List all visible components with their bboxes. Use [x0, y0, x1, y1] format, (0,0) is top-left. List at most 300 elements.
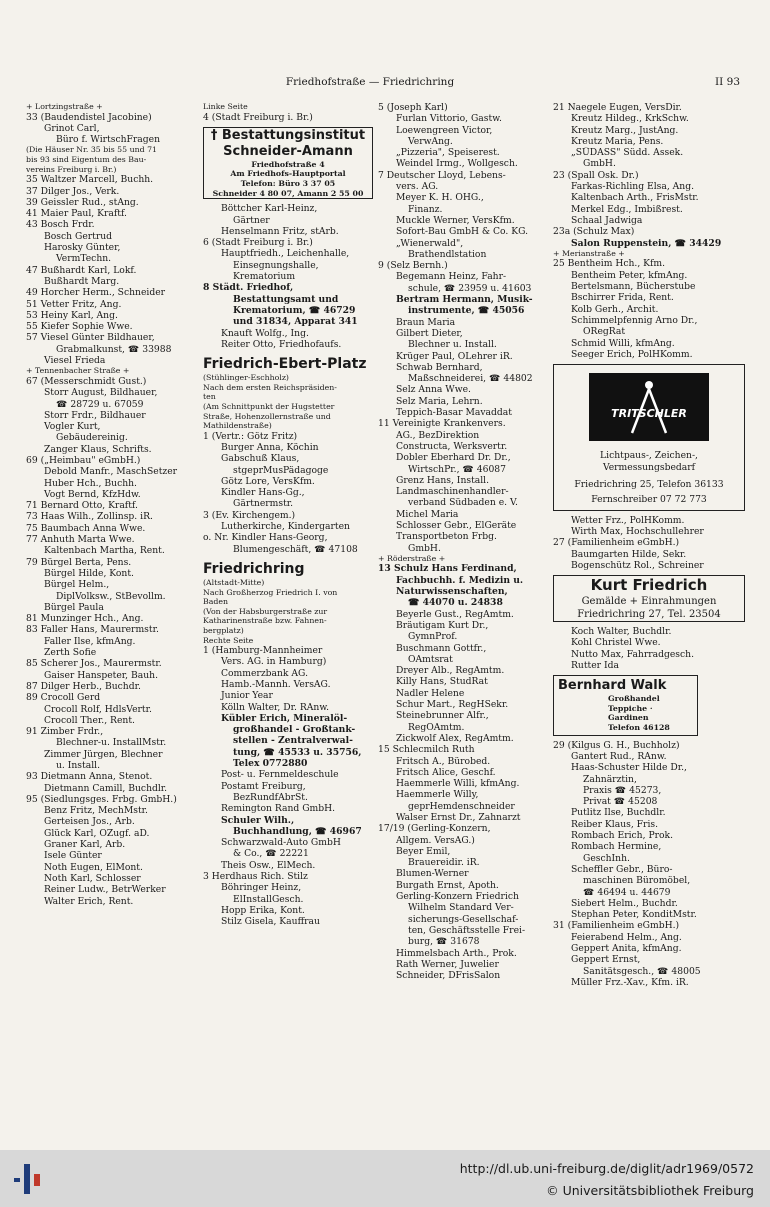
directory-entry: Remington Rand GmbH.	[221, 803, 336, 815]
directory-entry: 95 (Siedlungsges. Frbg. GmbH.)	[26, 793, 177, 805]
directory-entry: Blechner u. Install.	[408, 339, 497, 351]
directory-entry: Teppich-Basar Mavaddat	[396, 407, 512, 419]
ad-line: Vermessungsbedarf	[602, 461, 696, 473]
directory-entry: Geppert Ernst,	[571, 954, 641, 966]
directory-entry: Schuler Wilh.,	[221, 814, 295, 826]
directory-entry: Viesel Frieda	[44, 355, 106, 367]
directory-entry: „Pizzeria", Speiserest.	[396, 147, 500, 159]
directory-entry: Huber Hch., Buchh.	[44, 477, 137, 489]
directory-entry: ten	[203, 392, 216, 402]
directory-entry: Gerling-Konzern Friedrich	[396, 891, 519, 903]
directory-entry: und 31834, Apparat 341	[233, 316, 358, 328]
directory-entry: Vogt Bernd, KfzHdw.	[44, 488, 141, 500]
directory-entry: Zerth Sofie	[44, 647, 97, 659]
directory-entry: burg, ☎ 31678	[408, 936, 480, 948]
directory-entry: Selz Anna Wwe.	[396, 384, 471, 396]
directory-entry: Zahnärztin,	[583, 773, 637, 785]
directory-entry: großhandel - Großtank-	[233, 724, 356, 736]
directory-entry: + Tennenbacher Straße +	[26, 366, 130, 376]
directory-entry: 5 (Joseph Karl)	[378, 102, 448, 113]
directory-entry: Katharinenstraße bzw. Fahnen-	[203, 616, 327, 626]
directory-entry: ten, Geschäftsstelle Frei-	[408, 924, 526, 936]
directory-entry: Blumen-Werner	[396, 868, 469, 880]
page-header	[0, 76, 770, 92]
directory-entry: Fritsch A., Bürobed.	[396, 755, 491, 767]
directory-entry: Kreutz Hildeg., KrkSchw.	[571, 113, 689, 125]
section-heading-ebert-platz: Friedrich-Ebert-Platz	[203, 356, 367, 373]
directory-entry: Böttcher Karl-Heinz,	[221, 203, 318, 215]
directory-entry: Burgath Ernst, Apoth.	[396, 879, 499, 891]
directory-entry: sicherungs-Gesellschaf-	[408, 913, 519, 925]
directory-entry: bis 93 sind Eigentum des Bau-	[26, 155, 147, 165]
directory-entry: u. Install.	[56, 760, 100, 771]
column-3	[378, 102, 546, 981]
directory-entry: Weindel Irmg., Wollgesch.	[396, 158, 518, 170]
directory-entry: 87 Dilger Herb., Buchdr.	[26, 680, 141, 692]
directory-entry: Praxis ☎ 45273,	[583, 784, 662, 796]
directory-entry: Kreutz Maria, Pens.	[571, 135, 664, 147]
directory-entry: Finanz.	[408, 203, 443, 215]
directory-entry: 81 Munzinger Hch., Ang.	[26, 613, 144, 625]
directory-entry: Commerzbank AG.	[221, 667, 308, 679]
directory-entry: 11 Vereinigte Krankenvers.	[378, 418, 506, 430]
directory-entry: Bertelsmann, Bücherstube	[571, 281, 696, 293]
directory-entry: Bestattungsamt und	[233, 293, 339, 305]
library-logo-icon	[12, 1160, 46, 1198]
ad-line: Am Friedhofs-Hauptportal	[230, 169, 346, 179]
directory-entry: 15 Schlecmilch Ruth	[378, 744, 475, 756]
entries-col2-ring	[203, 578, 373, 928]
directory-entry: Michel Maria	[396, 508, 459, 520]
directory-entry: Wetter Frz., PolHKomm.	[571, 514, 685, 526]
directory-entry: 39 Geissler Rud., stAng.	[26, 196, 139, 208]
directory-entry: Seeger Erich, PolHKomm.	[571, 348, 693, 360]
directory-entry: 83 Faller Hans, Maurermstr.	[26, 624, 159, 636]
tritschler-logo-icon	[574, 371, 724, 443]
column-2	[203, 102, 373, 928]
directory-entry: Brathendlstation	[408, 248, 487, 260]
directory-entry: Kübler Erich, Mineralöl-	[221, 712, 348, 724]
directory-entry: Hauptfriedh., Leichenhalle,	[221, 248, 350, 260]
directory-entry: Stilz Gisela, Kauffrau	[221, 916, 320, 928]
directory-entry: 85 Scherer Jos., Maurermstr.	[26, 658, 162, 670]
directory-entry: 35 Waltzer Marcell, Buchh.	[26, 174, 154, 186]
directory-entry: Grenz Hans, Install.	[396, 474, 490, 486]
directory-entry: Nutto Max, Fahrradgesch.	[571, 648, 695, 660]
directory-entry: 3 Herdhaus Rich. Stilz	[203, 871, 308, 883]
directory-entry: Bertram Hermann, Musik-	[396, 294, 533, 306]
directory-entry: Farkas-Richling Elsa, Ang.	[571, 181, 695, 193]
directory-entry: Blechner-u. InstallMstr.	[56, 737, 167, 749]
directory-entry: „Wienerwald",	[396, 237, 464, 249]
directory-entry: Noth Eugen, ElMont.	[44, 861, 143, 873]
directory-entry: 9 (Selz Bernh.)	[378, 260, 448, 272]
footer-url-link[interactable]: http://dl.ub.uni-freiburg.de/diglit/adr1969/0572	[459, 1161, 754, 1176]
directory-entry: Fachbuchh. f. Medizin u.	[396, 574, 524, 586]
directory-entry: Reiner Ludw., BetrWerker	[44, 884, 166, 896]
directory-entry: stgeprMusPädagoge	[233, 464, 329, 476]
directory-entry: tung, ☎ 45533 u. 35756,	[233, 746, 362, 758]
directory-entry: Buschmann Gottfr.,	[396, 642, 487, 654]
directory-entry: Nach dem ersten Reichspräsiden-	[203, 382, 337, 392]
directory-entry: Telex 0772880	[233, 758, 308, 770]
directory-entry: RegOAmtm.	[408, 721, 465, 733]
directory-entry: Böhringer Heinz,	[221, 882, 302, 894]
directory-entry: Zanger Klaus, Schrifts.	[44, 443, 152, 455]
ad-tritschler	[553, 364, 745, 510]
ad-line: Friedrichring 27, Tel. 23504	[577, 609, 721, 621]
directory-entry: Faller Ilse, kfmAng.	[44, 635, 136, 647]
ad-line: Lichtpaus-, Zeichen-,	[600, 450, 698, 462]
directory-entry: Haas-Schuster Hilde Dr.,	[571, 762, 687, 774]
directory-entry: Burger Anna, Köchin	[221, 441, 319, 453]
directory-entry: DiplVolksw., StBevollm.	[56, 590, 166, 602]
directory-entry: 31 (Familienheim eGmbH.)	[553, 920, 680, 932]
directory-entry: Kindler Hans-Gg.,	[221, 487, 305, 499]
directory-entry: 73 Haas Wilh., Zollinsp. iR.	[26, 511, 153, 523]
directory-entry: Grabmalkunst, ☎ 33988	[56, 343, 172, 355]
directory-entry: Feierabend Helm., Ang.	[571, 931, 682, 943]
directory-entry: Constructa, Werksvertr.	[396, 440, 508, 452]
directory-entry: Krematorium	[233, 271, 296, 283]
directory-entry: Noth Karl, Schlosser	[44, 872, 141, 884]
directory-entry: (Stühlinger-Eschholz)	[203, 373, 289, 383]
directory-entry: Geppert Anita, kfmAng.	[571, 943, 682, 954]
directory-entry: Gebäudereinig.	[56, 432, 128, 444]
directory-entry: ☎ 46494 u. 44679	[583, 886, 671, 898]
directory-entry: Crocoll Ther., Rent.	[44, 714, 135, 726]
directory-entry: Rombach Erich, Prok.	[571, 830, 674, 842]
ad-bestattungsinstitut	[203, 127, 373, 199]
directory-entry: 89 Crocoll Gerd	[26, 692, 101, 704]
directory-entry: 57 Viesel Günter Bildhauer,	[26, 332, 155, 344]
directory-entry: Büro f. WirtschFragen	[56, 134, 160, 146]
directory-entry: 25 Bentheim Hch., Kfm.	[553, 258, 666, 270]
directory-entry: 67 (Messerschmidt Gust.)	[26, 375, 147, 387]
directory-entry: 29 (Kilgus G. H., Buchholz)	[553, 739, 680, 751]
directory-entry: geprHemdenschneider	[408, 800, 515, 812]
entries-col4-bottom	[553, 740, 745, 989]
directory-entry: Rutter Ida	[571, 659, 619, 671]
directory-entry: 77 Anhuth Marta Wwe.	[26, 534, 135, 546]
directory-entry: Landmaschinenhandler-	[396, 486, 509, 498]
directory-entry: Schwarzwald-Auto GmbH	[221, 837, 341, 849]
directory-entry: Storr Frdr., Bildhauer	[44, 409, 146, 421]
directory-entry: 17/19 (Gerling-Konzern,	[378, 823, 491, 835]
directory-entry: Sanitätsgesch., ☎ 48005	[583, 965, 701, 977]
directory-entry: Krüger Paul, OLehrer iR.	[396, 350, 513, 362]
directory-entry: Schaal Jadwiga	[571, 214, 643, 226]
directory-entry: Dreyer Alb., RegAmtm.	[396, 665, 505, 677]
directory-entry: Henselmann Fritz, stArb.	[221, 225, 339, 237]
directory-entry: 13 Schulz Hans Ferdinand,	[378, 563, 517, 575]
directory-entry: Muckle Werner, VersKfm.	[396, 214, 515, 226]
directory-entry: Knauft Wolfg., Ing.	[221, 327, 309, 339]
directory-entry: Sofort-Bau GmbH & Co. KG.	[396, 226, 529, 238]
ad-line: Gemälde + Einrahmungen	[581, 596, 717, 608]
directory-entry: & Co., ☎ 22221	[233, 848, 309, 860]
directory-entry: Wirth Max, Hochschullehrer	[571, 525, 704, 537]
entries-col4-mid2	[553, 626, 745, 671]
directory-entry: Bogenschütz Rol., Schreiner	[571, 559, 704, 571]
directory-entry: Isele Günter	[44, 850, 102, 862]
footer-bar	[0, 1150, 770, 1207]
directory-entry: 79 Bürgel Berta, Pens.	[26, 556, 132, 568]
directory-entry: 37 Dilger Jos., Verk.	[26, 185, 120, 197]
directory-entry: Benz Fritz, MechMstr.	[44, 805, 148, 817]
directory-entry: 3 (Ev. Kirchengem.)	[203, 509, 296, 521]
directory-entry: GymnProf.	[408, 631, 458, 643]
ad-title-line2: Schneider-Amann	[223, 143, 353, 159]
directory-entry: 23 (Spall Osk. Dr.)	[553, 169, 639, 181]
directory-entry: Maßschneiderei, ☎ 44802	[408, 373, 533, 385]
directory-entry: Bürgel Helm.,	[44, 579, 110, 591]
ad-line: Fernschreiber 07 72 773	[591, 494, 707, 506]
directory-entry: Selz Maria, Lehrn.	[396, 395, 483, 407]
directory-entry: AG., BezDirektion	[396, 429, 480, 441]
directory-entry: Braun Maria	[396, 316, 456, 328]
directory-entry: OAmtsrat	[408, 653, 453, 665]
directory-entry: Fritsch Alice, Geschf.	[396, 766, 496, 778]
column-4	[553, 102, 745, 988]
ad-line: Telefon 46128	[608, 723, 670, 733]
directory-entry: Blumengeschäft, ☎ 47108	[233, 543, 358, 555]
directory-entry: Privat ☎ 45208	[583, 796, 658, 808]
directory-entry: Loewengreen Victor,	[396, 124, 493, 136]
directory-entry: Rechte Seite	[203, 635, 254, 645]
directory-entry: + Röderstraße +	[378, 553, 446, 563]
directory-entry: Harosky Günter,	[44, 242, 121, 254]
ad-kurt-friedrich	[553, 575, 745, 622]
directory-entry: VermTechn.	[56, 253, 112, 265]
ad-line: Teppiche · Gardinen	[608, 703, 653, 723]
directory-entry: Nach Großherzog Friedrich I. von	[203, 587, 338, 597]
directory-entry: 7 Deutscher Lloyd, Lebens-	[378, 169, 506, 181]
directory-entry: Transportbeton Frbg.	[396, 531, 497, 543]
directory-entry: Lutherkirche, Kindergarten	[221, 521, 350, 533]
directory-entry: Schur Mart., RegHSekr.	[396, 699, 509, 711]
directory-entry: Wilhelm Standard Ver-	[408, 902, 514, 914]
directory-entry: Bräutigam Kurt Dr.,	[396, 619, 489, 631]
ad-line: Schneider 4 80 07, Amann 2 55 00	[212, 188, 364, 198]
directory-entry: Schwab Bernhard,	[396, 361, 483, 373]
directory-entry: Junior Year	[221, 690, 273, 702]
directory-entry: Kreutz Marg., JustAng.	[571, 124, 679, 136]
directory-entry: Zimmer Jürgen, Blechner	[44, 748, 163, 760]
directory-entry: Krematorium, ☎ 46729	[233, 304, 356, 316]
directory-entry: schule, ☎ 23959 u. 41603	[408, 282, 532, 294]
section-heading-friedrichring: Friedrichring	[203, 560, 305, 577]
directory-entry: Kolb Gerh., Archit.	[571, 303, 659, 315]
directory-entry: 47 Bußhardt Karl, Lokf.	[26, 264, 137, 276]
ad-line: Friedrichring 25, Telefon 36133	[574, 479, 724, 491]
directory-entry: 69 („Heimbau" eGmbH.)	[26, 454, 141, 466]
directory-entry: Schlosser Gebr., ElGeräte	[396, 519, 517, 531]
directory-entry: Crocoll Rolf, HdlsVertr.	[44, 703, 152, 715]
directory-entry: 71 Bernard Otto, Kraftf.	[26, 500, 138, 512]
directory-entry: ☎ 44070 u. 24838	[408, 597, 503, 609]
directory-entry: 43 Bosch Frdr.	[26, 219, 95, 231]
directory-entry: Bürgel Paula	[44, 601, 104, 613]
directory-entry: 6 (Stadt Freiburg i. Br.)	[203, 237, 313, 249]
directory-entry: ElInstallGesch.	[233, 893, 304, 905]
directory-entry: ORegRat	[583, 326, 626, 338]
directory-entry: Zickwolf Alex, RegAmtm.	[396, 732, 514, 744]
ad-line: Friedhofstraße 4	[251, 159, 325, 169]
directory-entry: Beyer Emil,	[396, 845, 451, 857]
directory-entry: 93 Dietmann Anna, Stenot.	[26, 771, 153, 783]
directory-entry: (Von der Habsburgerstraße zur	[203, 606, 328, 616]
directory-entry: 75 Baumbach Anna Wwe.	[26, 522, 146, 534]
directory-entry: Storr August, Bildhauer,	[44, 387, 158, 399]
directory-entry: Bußhardt Marg.	[44, 275, 120, 287]
directory-entry: „SÜDASS" Südd. Assek.	[571, 147, 684, 159]
running-title: Friedhofstraße — Friedrichring	[285, 76, 455, 88]
directory-entry: Bürgel Hilde, Kont.	[44, 567, 134, 579]
directory-entry: Kölln Walter, Dr. RAnw.	[221, 701, 330, 713]
directory-entry: Gärtnermstr.	[233, 498, 294, 510]
directory-entry: Buchhandlung, ☎ 46967	[233, 825, 362, 837]
directory-entry: Einsegnungshalle,	[233, 259, 319, 271]
directory-entry: Haemmerle Willi, kfmAng.	[396, 778, 520, 790]
directory-entry: vereins Freiburg i. Br.)	[26, 164, 117, 174]
directory-entry: Götz Lore, VersKfm.	[221, 475, 315, 487]
directory-entry: Haemmerle Willy,	[396, 789, 479, 801]
directory-entry: Stephan Peter, KonditMstr.	[571, 909, 697, 921]
directory-entry: Gerteisen Jos., Arb.	[44, 816, 135, 828]
directory-entry: Schmid Willi, kfmAng.	[571, 337, 675, 349]
directory-entry: maschinen Büromöbel,	[583, 875, 691, 887]
directory-entry: Glück Karl, OZugf. aD.	[44, 827, 150, 839]
directory-entry: Merkel Edg., Imbißrest.	[571, 203, 683, 215]
directory-entry: Schimmelpfennig Arno Dr.,	[571, 314, 698, 326]
directory-entry: 91 Zimber Frdr.,	[26, 726, 104, 738]
directory-entry: 51 Vetter Fritz, Ang.	[26, 298, 122, 310]
directory-entry: Nadler Helene	[396, 687, 465, 699]
directory-entry: Baumgarten Hilde, Sekr.	[571, 548, 687, 560]
directory-entry: Dobler Eberhard Dr. Dr.,	[396, 452, 511, 464]
directory-entry: Bentheim Peter, kfmAng.	[571, 269, 688, 281]
directory-entry: Hopp Erika, Kont.	[221, 904, 305, 916]
ad-line: Großhandel	[608, 694, 660, 704]
directory-entry: Linke Seite	[203, 102, 248, 111]
directory-entry: Mathildenstraße)	[203, 421, 272, 431]
directory-entry: GmbH.	[408, 542, 441, 554]
directory-entry: 21 Naegele Eugen, VersDir.	[553, 102, 682, 113]
entries-col2-top	[203, 102, 373, 123]
directory-entry: Gaiser Hanspeter, Bauh.	[44, 669, 158, 681]
directory-entry: Postamt Freiburg,	[221, 780, 306, 792]
directory-entry: Gabschuß Klaus,	[221, 453, 300, 465]
directory-entry: 49 Horcher Herm., Schneider	[26, 287, 166, 299]
directory-entry: Gantert Rud., RAnw.	[571, 750, 667, 762]
ad-title: Bernhard Walk	[558, 678, 667, 694]
directory-entry: vers. AG.	[396, 181, 439, 193]
directory-entry: ☎ 28729 u. 67059	[56, 398, 144, 410]
directory-entry: Brauereidir. iR.	[408, 857, 480, 869]
directory-entry: 23a (Schulz Max)	[553, 226, 635, 238]
directory-entry: Schneider, DFrisSalon	[396, 970, 501, 982]
directory-entry: + Lortzingstraße +	[26, 102, 103, 111]
directory-entry: Rombach Hermine,	[571, 841, 662, 853]
entries-col2-mid	[203, 203, 373, 350]
directory-entry: Baden	[203, 597, 229, 607]
directory-entry: instrumente, ☎ 45056	[408, 305, 525, 317]
directory-entry: Begemann Heinz, Fahr-	[396, 271, 507, 283]
entries-col2-ebert	[203, 373, 373, 555]
directory-entry: (Altstadt-Mitte)	[203, 577, 265, 587]
directory-entry: Reiter Otto, Friedhofaufs.	[221, 338, 342, 350]
page-number: II 93	[715, 76, 740, 88]
entries-col4-mid	[553, 515, 745, 571]
ad-title-line1: † Bestattungsinstitut	[210, 127, 366, 143]
directory-entry: Walser Ernst Dr., Zahnarzt	[396, 812, 521, 823]
directory-entry: 1 (Vertr.: Götz Fritz)	[203, 430, 298, 442]
directory-entry: 53 Heiny Karl, Ang.	[26, 309, 118, 321]
directory-entry: Müller Frz.-Xav., Kfm. iR.	[571, 976, 689, 988]
directory-entry: Debold Manfr., MaschSetzer	[44, 466, 178, 478]
directory-entry: Himmelsbach Arth., Prok.	[396, 947, 517, 959]
directory-entry: Salon Ruppenstein, ☎ 34429	[571, 237, 722, 249]
directory-entry: Bosch Gertrud	[44, 230, 113, 242]
directory-entry: + Merianstraße +	[553, 248, 625, 258]
ad-line: Telefon: Büro 3 37 05	[240, 179, 336, 189]
directory-entry: o. Nr. Kindler Hans-Georg,	[203, 532, 328, 544]
directory-entry: Gilbert Dieter,	[396, 327, 463, 339]
directory-entry: GmbH.	[583, 158, 616, 170]
directory-entry: Walter Erich, Rent.	[44, 895, 134, 907]
directory-entry: Siebert Helm., Buchdr.	[571, 897, 678, 909]
logo-text: TRITSCHLER	[611, 407, 687, 421]
ad-bernhard-walk	[553, 675, 698, 735]
directory-entry: Kaltenbach Martha, Rent.	[44, 545, 165, 557]
directory-entry: Bschirrer Frida, Rent.	[571, 292, 674, 304]
directory-entry: Killy Hans, StudRat	[396, 676, 488, 688]
directory-entry: Meyer K. H. OHG.,	[396, 192, 484, 204]
directory-entry: Theis Osw., ElMech.	[221, 859, 316, 871]
directory-entry: Hamb.-Mannh. VersAG.	[221, 679, 331, 690]
directory-entry: Dietmann Camill, Buchdlr.	[44, 782, 168, 794]
directory-entry: Gärtner	[233, 214, 270, 226]
directory-entry: Post- u. Fernmeldeschule	[221, 769, 339, 781]
directory-entry: Scheffler Gebr., Büro-	[571, 863, 673, 875]
directory-entry: VerwAng.	[408, 135, 453, 147]
directory-entry: bergplatz)	[203, 625, 244, 635]
directory-entry: stellen - Zentralverwal-	[233, 735, 353, 747]
entries-col4-top	[553, 102, 745, 360]
directory-entry: Grinot Carl,	[44, 122, 100, 134]
directory-entry: Vogler Kurt,	[44, 421, 101, 433]
directory-entry: WirtschPr., ☎ 46087	[408, 463, 506, 475]
directory-entry: Furlan Vittorio, Gastw.	[396, 113, 502, 125]
directory-entry: BezRundfAbrSt.	[233, 791, 308, 803]
directory-entry: GeschInh.	[583, 852, 630, 864]
directory-entry: 55 Kiefer Sophie Wwe.	[26, 321, 133, 333]
directory-entry: Steinebrunner Alfr.,	[396, 710, 489, 722]
directory-entry: Putlitz Ilse, Buchdlr.	[571, 807, 666, 819]
entries-col1	[26, 102, 200, 907]
directory-entry: 8 Städt. Friedhof,	[203, 282, 294, 294]
directory-entry: (Am Schnittpunkt der Hugstetter	[203, 401, 335, 411]
directory-entry: Kohl Christel Wwe.	[571, 637, 661, 649]
footer-copyright: © Universitätsbibliothek Freiburg	[546, 1183, 754, 1198]
column-1	[26, 102, 200, 907]
directory-entry: Reiber Klaus, Fris.	[571, 818, 659, 830]
directory-entry: Koch Walter, Buchdlr.	[571, 626, 672, 638]
ad-title: Kurt Friedrich	[590, 576, 708, 595]
directory-entry: Beyerle Gust., RegAmtm.	[396, 608, 514, 620]
directory-entry: Graner Karl, Arb.	[44, 839, 126, 851]
